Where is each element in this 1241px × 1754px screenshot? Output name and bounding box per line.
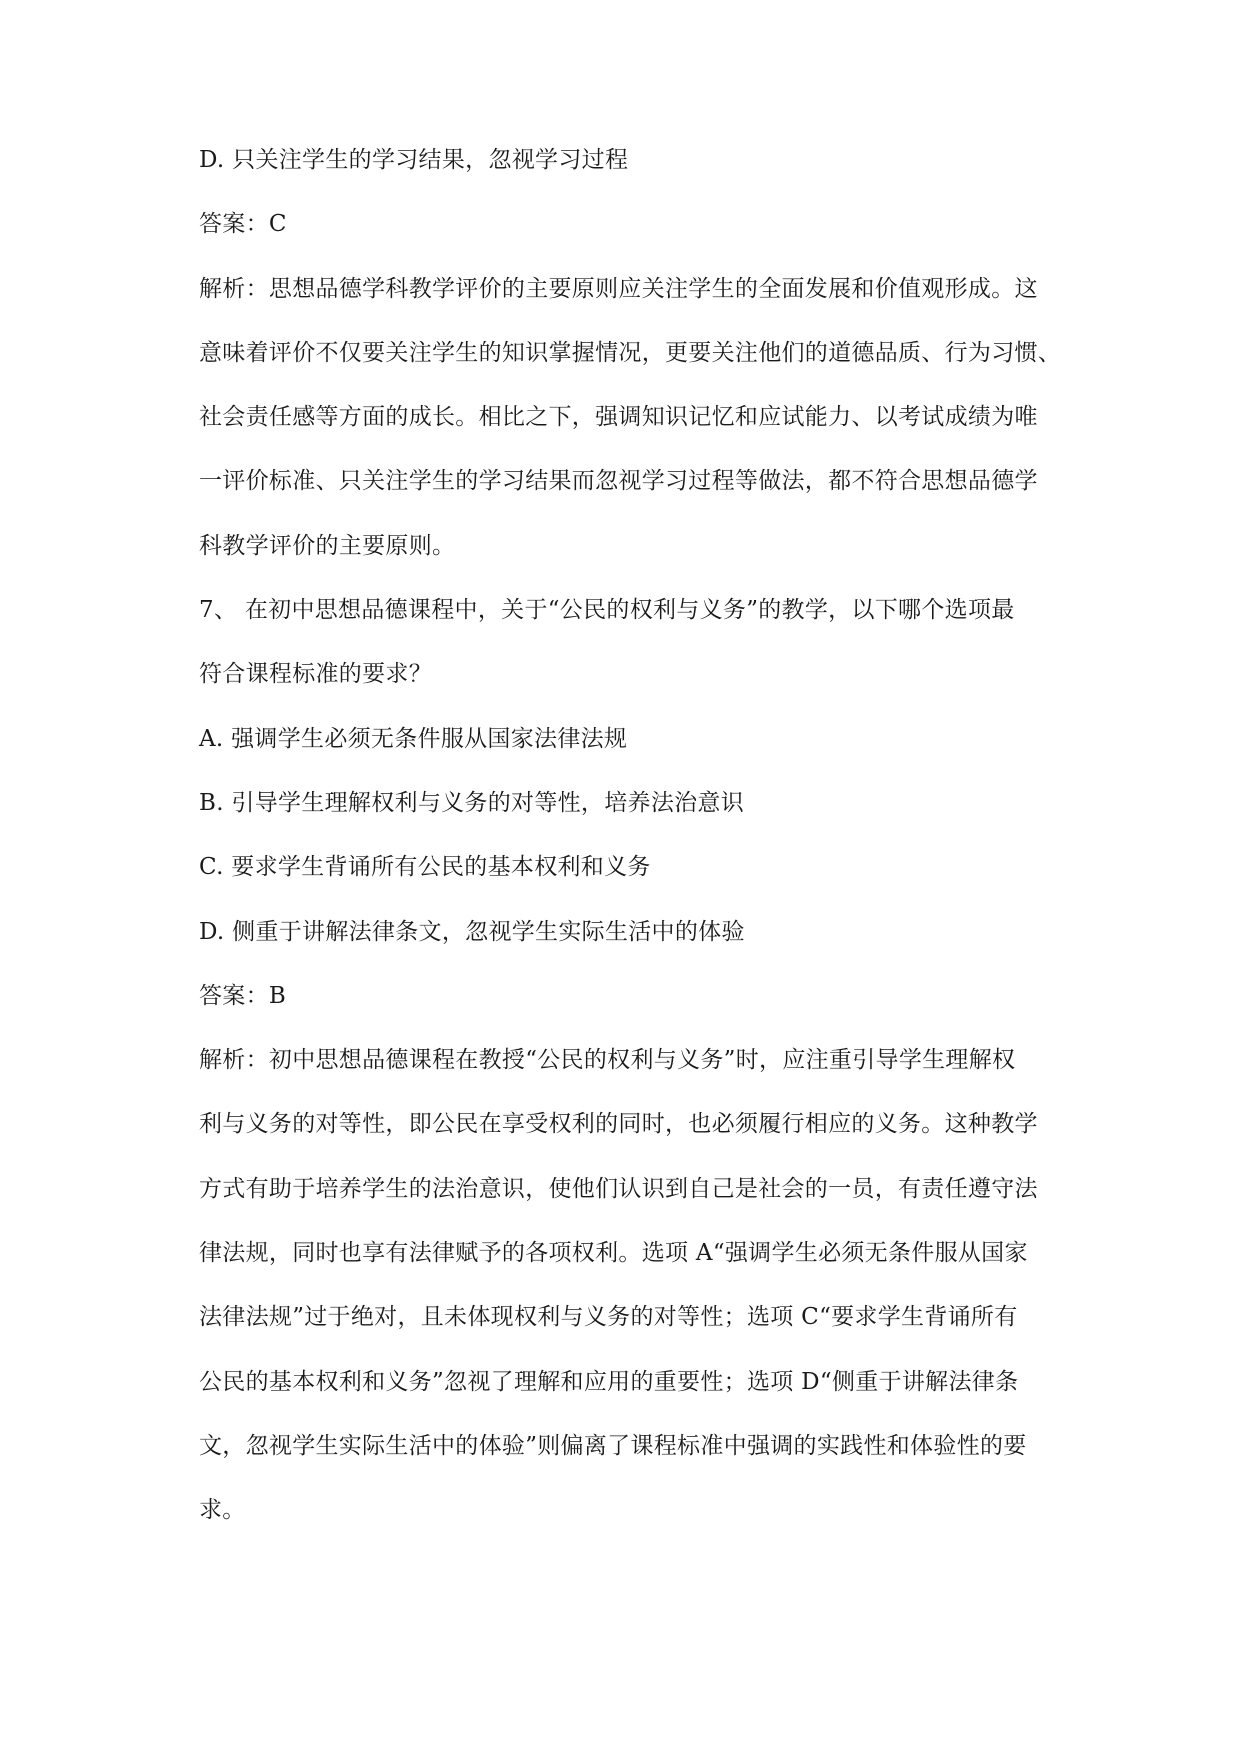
option-c: C. 要求学生背诵所有公民的基本权利和义务	[199, 854, 651, 881]
option-a: A. 强调学生必须无条件服从国家法律法规	[199, 725, 628, 752]
q6-analysis	[199, 274, 1089, 595]
analysis-line: 意味着评价不仅要关注学生的知识掌握情况，更要关注他们的道德品质、行为习惯、	[199, 339, 1062, 366]
question-line: 7、 在初中思想品德课程中，关于“公民的权利与义务”的教学，以下哪个选项最	[199, 597, 1015, 624]
q7-answer: 答案：B	[199, 982, 287, 1009]
question-line: 符合课程标准的要求？	[199, 661, 432, 688]
analysis-line: 求。	[199, 1497, 246, 1524]
analysis-line: 社会责任感等方面的成长。相比之下，强调知识记忆和应试能力、以考试成绩为唯	[199, 404, 1038, 431]
analysis-line: 科教学评价的主要原则。	[199, 532, 456, 559]
analysis-line: 方式有助于培养学生的法治意识，使他们认识到自己是社会的一员，有责任遵守法	[199, 1175, 1038, 1202]
option-b: B. 引导学生理解权利与义务的对等性，培养法治意识	[199, 789, 745, 816]
q7-question	[199, 595, 1089, 724]
q6-answer: 答案：C	[199, 211, 287, 238]
q7-options	[199, 724, 1089, 981]
q6-option-d: D. 只关注学生的学习结果，忽视学习过程	[199, 147, 629, 173]
analysis-line: 公民的基本权利和义务”忽视了理解和应用的重要性；选项 D“侧重于讲解法律条	[199, 1368, 1019, 1395]
analysis-line: 解析：初中思想品德课程在教授“公民的权利与义务”时，应注重引导学生理解权	[199, 1047, 1016, 1074]
document-body	[199, 145, 1089, 1560]
analysis-line: 律法规，同时也享有法律赋予的各项权利。选项 A“强调学生必须无条件服从国家	[199, 1240, 1028, 1267]
analysis-line: 法律法规”过于绝对，且未体现权利与义务的对等性；选项 C“要求学生背诵所有	[199, 1304, 1018, 1331]
q7-analysis	[199, 1045, 1089, 1559]
analysis-line: 解析：思想品德学科教学评价的主要原则应关注学生的全面发展和价值观形成。这	[199, 275, 1038, 302]
analysis-line: 利与义务的对等性，即公民在享受权利的同时，也必须履行相应的义务。这种教学	[199, 1111, 1038, 1138]
option-d: D. 侧重于讲解法律条文，忽视学生实际生活中的体验	[199, 918, 745, 945]
analysis-line: 文，忽视学生实际生活中的体验”则偏离了课程标准中强调的实践性和体验性的要	[199, 1432, 1027, 1459]
analysis-line: 一评价标准、只关注学生的学习结果而忽视学习过程等做法，都不符合思想品德学	[199, 468, 1038, 495]
